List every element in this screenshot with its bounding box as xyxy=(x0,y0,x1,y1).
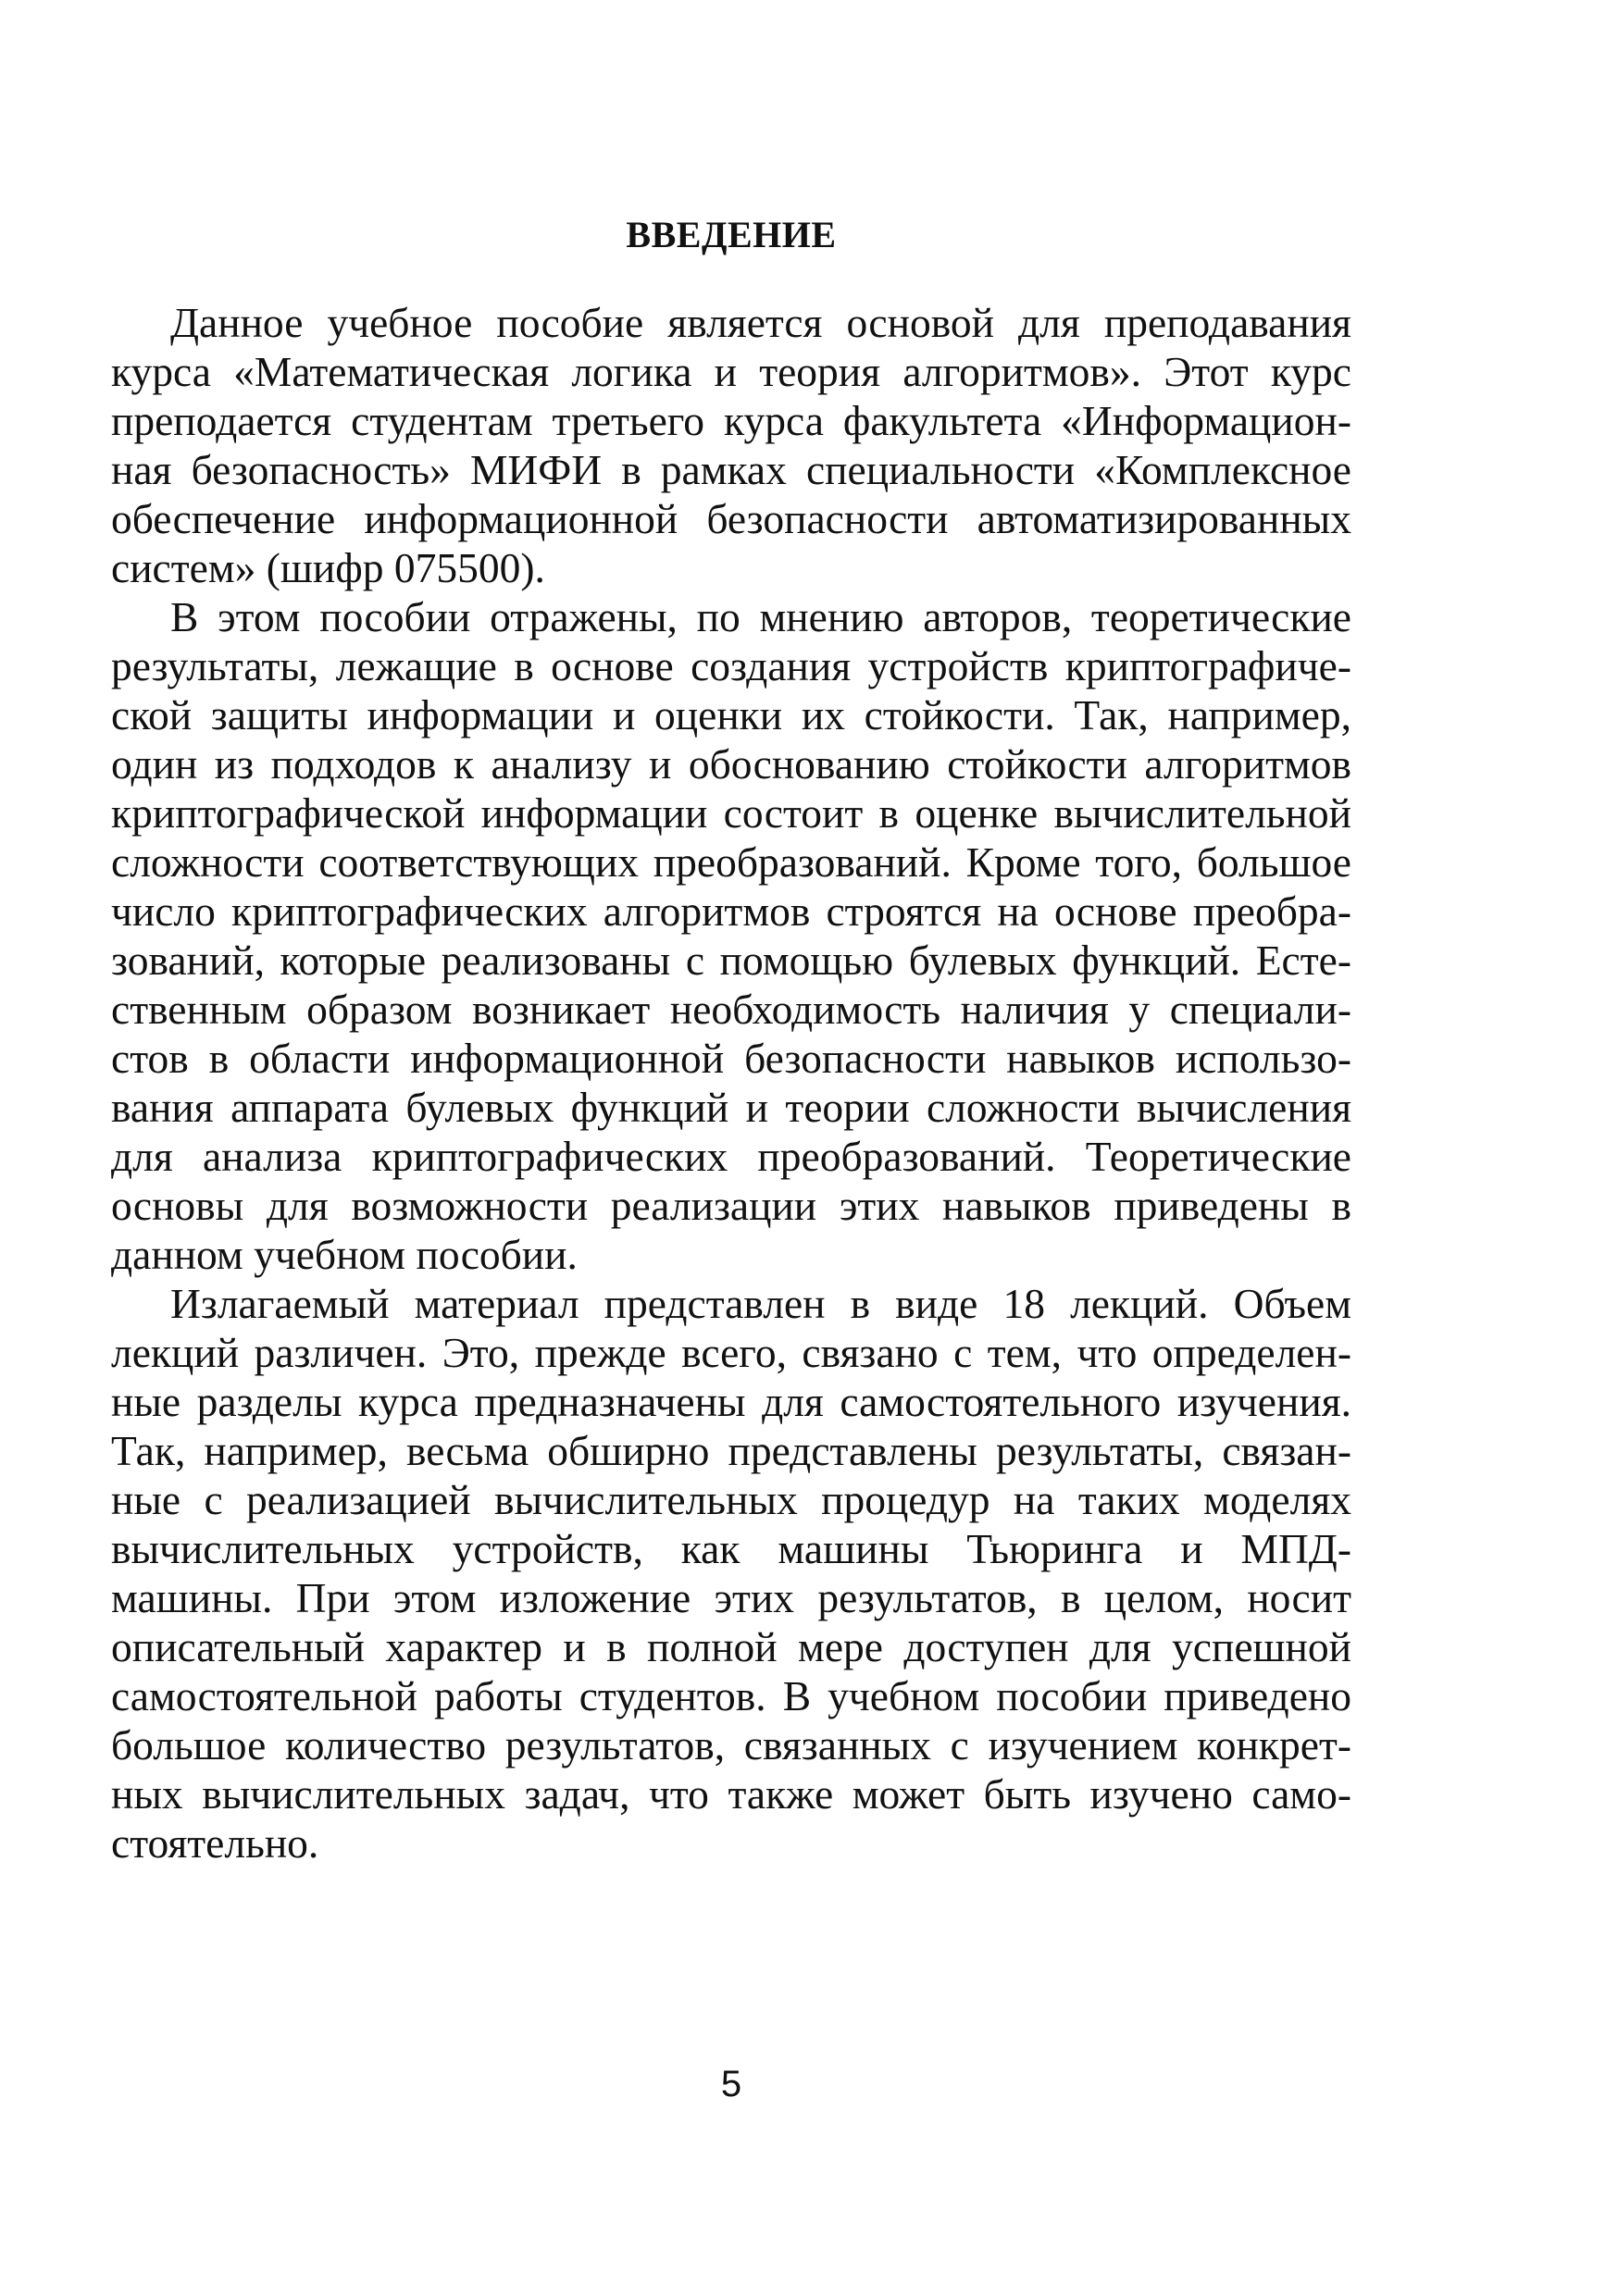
text-line: стоятельно. xyxy=(111,1819,319,1867)
text-line: ных вычислительных задач, что также может быть изучено само- xyxy=(111,1770,1351,1818)
body-text xyxy=(111,298,1351,1868)
text-line: машины. При этом изложение этих результатов, в целом, носит xyxy=(111,1574,1351,1621)
text-line: зований, которые реализованы с помощью булевых функций. Есте- xyxy=(111,937,1351,984)
text-line: криптографической информации состоит в оценке вычислительной xyxy=(111,789,1351,837)
text-line: ные с реализацией вычислительных процедур на таких моделях xyxy=(111,1476,1351,1523)
text-line: Излагаемый материал представлен в виде 18 лекций. Объем xyxy=(170,1280,1351,1327)
text-line: стов в области информационной безопасности навыков использо- xyxy=(111,1035,1351,1082)
section-heading: ВВЕДЕНИЕ xyxy=(626,214,837,255)
text-line: самостоятельной работы студентов. В учебном пособии приведено xyxy=(111,1672,1351,1719)
text-line: вычислительных устройств, как машины Тьюринга и МПД- xyxy=(111,1525,1351,1572)
text-line: преподается студентам третьего курса факультета «Информацион- xyxy=(111,397,1351,444)
text-line: один из подходов к анализу и обоснованию стойкости алгоритмов xyxy=(111,740,1351,788)
text-line: Данное учебное пособие является основой для преподавания xyxy=(170,299,1351,346)
text-line: ные разделы курса предназначены для самостоятельного изучения. xyxy=(111,1378,1351,1425)
text-line: данном учебном пособии. xyxy=(111,1231,578,1278)
text-line: основы для возможности реализации этих навыков приведены в xyxy=(111,1182,1351,1229)
text-line: лекций различен. Это, прежде всего, связано с тем, что определен- xyxy=(111,1329,1351,1376)
page-number: 5 xyxy=(720,2064,742,2104)
text-line: ской защиты информации и оценки их стойкости. Так, например, xyxy=(111,691,1351,738)
text-line: систем» (шифр 075500). xyxy=(111,544,545,591)
text-line: сложности соответствующих преобразований. Кроме того, большое xyxy=(111,838,1351,886)
paragraph-2 xyxy=(111,592,1351,1279)
text-line: ственным образом возникает необходимость наличия у специали- xyxy=(111,986,1351,1033)
text-line: большое количество результатов, связанных с изучением конкрет- xyxy=(111,1721,1351,1769)
text-line: для анализа криптографических преобразований. Теоретические xyxy=(111,1133,1351,1180)
text-line: описательный характер и в полной мере доступен для успешной xyxy=(111,1623,1351,1670)
text-line: результаты, лежащие в основе создания устройств криптографиче- xyxy=(111,642,1351,689)
text-line: курса «Математическая логика и теория алгоритмов». Этот курс xyxy=(111,348,1351,395)
text-line: Так, например, весьма обширно представлены результаты, связан- xyxy=(111,1427,1351,1474)
text-line: число криптографических алгоритмов строятся на основе преобра- xyxy=(111,887,1351,935)
text-line: ная безопасность» МИФИ в рамках специальности «Комплексное xyxy=(111,446,1351,493)
paragraph-3 xyxy=(111,1279,1351,1868)
text-line: обеспечение информационной безопасности автоматизированных xyxy=(111,495,1351,542)
paragraph-1 xyxy=(111,298,1351,592)
text-line: вания аппарата булевых функций и теории сложности вычисления xyxy=(111,1084,1351,1131)
text-line: В этом пособии отражены, по мнению авторов, теоретические xyxy=(170,593,1351,640)
